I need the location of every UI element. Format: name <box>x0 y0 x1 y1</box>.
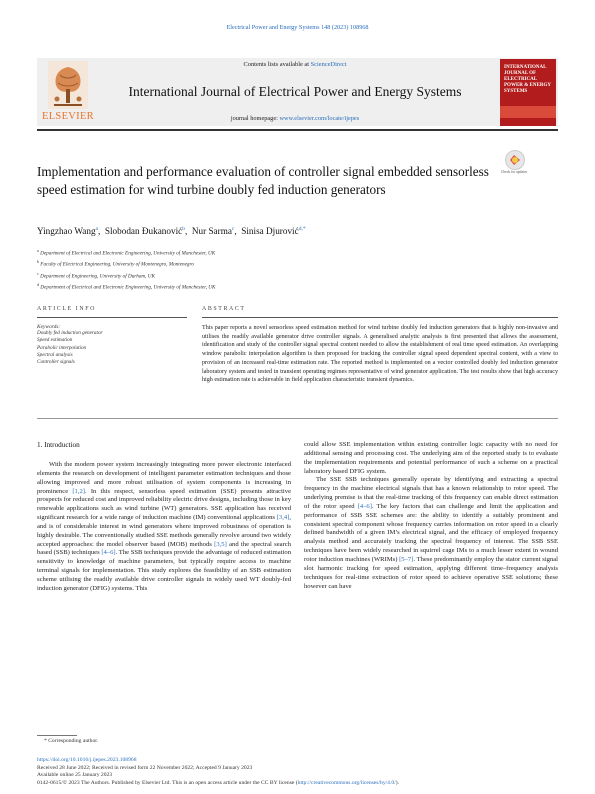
homepage-prefix: journal homepage: <box>230 115 280 122</box>
citation-link[interactable]: [4–6] <box>101 549 116 557</box>
journal-homepage <box>100 115 490 122</box>
right-paragraph-1: could allow SSE implementation within existing controller logic capacity with no need for additional sensing and processing cost. The underlying aim of the reported study is to evaluate the implementation requirements and potential performance of such a scheme on a practical laboratory based DFIG system. <box>304 441 558 475</box>
affiliation-item: $^b$ Faculty of Electrical Engineering, University of Montenegro, Montenegro <box>37 259 194 269</box>
author-name[interactable]: Yingzhao Wang <box>37 226 96 237</box>
abstract-rule <box>202 317 558 318</box>
journal-citation[interactable]: Electrical Power and Energy Systems 148 (2023) 108968 <box>226 24 369 31</box>
intro-paragraph <box>37 461 291 594</box>
contents-prefix: Contents lists available at <box>243 61 311 68</box>
body-text: and the spectral search based (SSB) techniques <box>37 540 291 557</box>
body-text: , and is of considerable interest in wind generators where improved robustness of operation is highly desirable. The conventionally studied SSE methods generally revolve around two widely accepted approaches: the model observer based (MOB) methods <box>37 514 291 548</box>
contents-available <box>100 61 490 68</box>
body-text: The SSE SSB techniques generally operate by identifying and extracting a spectral frequency in the machine electrical signals that has a known relationship to rotor speed. The underlying premise is that the real-time tracking of this frequency can enable direct estimation of the rotor speed <box>304 476 558 510</box>
available-online: Available online 25 January 2023 <box>37 772 113 779</box>
affiliation-list <box>37 247 537 293</box>
corresponding-author-note: * Corresponding author. <box>44 738 99 744</box>
article-footer <box>37 757 558 787</box>
body-text: . These predominantly employ the stator current signal slot harmonic tracking for speed estimation, applying different time–frequency analysis techniques for real-time extraction of rotor speed to achieve operative SSE solutions; these however can have <box>304 555 559 590</box>
article-info-heading: ARTICLE INFO <box>37 306 96 312</box>
abstract-bottom-rule <box>37 418 558 419</box>
author-sup[interactable]: d,* <box>298 226 306 232</box>
check-for-updates-badge[interactable] <box>500 150 528 186</box>
citation-link[interactable]: [5–7] <box>399 555 414 563</box>
header-rule <box>37 129 558 131</box>
check-updates-label: Check for updates <box>500 170 528 174</box>
journal-title: International Journal of Electrical Power and Energy Systems <box>128 84 462 99</box>
homepage-link[interactable]: www.elsevier.com/locate/ijepes <box>279 115 360 122</box>
keyword-item: Speed estimation <box>37 337 73 344</box>
author-list: Yingzhao Wang$^a$, Slobodan Đukanović$^b$, Nur Sarma$^c$, Sinisa Djurović$^{d,*}$ <box>37 226 306 237</box>
right-paragraph-2 <box>304 476 558 591</box>
keyword-item: Controller signals <box>37 359 75 366</box>
author-name[interactable]: Slobodan Đukanović <box>104 226 183 237</box>
author-name[interactable]: Sinisa Djurović <box>241 226 299 237</box>
journal-cover-image[interactable] <box>500 59 556 126</box>
keywords-label: Keywords: <box>37 324 61 330</box>
citation-link[interactable]: [3,5] <box>214 540 227 548</box>
body-text: With the modern power system increasingly integrating more power electronic interfaced elements the research on development of intelligent parameter estimation techniques and those allowing improved and more robust utilisation of system components is increasing in prominence <box>37 461 291 495</box>
abstract-text: This paper reports a novel sensorless speed estimation method for wind turbine doubly fed induction generators that is highly non-invasive and utilises the readily available generator drive controller signals. A generalised analytic analysis is first presented that allows the assessment, identification and study of the controller signal spectral content needed to allow the establishment of real time speed estimation. An overlapping window parabolic interpolation algorithm is then proposed for tracking the controller signal speed dependent spectral content, with a view to provision of an increased real-time estimation rate. The reported method is implemented on a vector controlled doubly fed induction generator laboratory system and tested in transient operating regimes representative of wind generator application. The test results show that high accuracy high estimation rate is achievable in field application characteristic transient dynamics. <box>202 325 558 384</box>
body-text: . The SSB techniques provide the advantage of reduced estimation sensitivity to knowledge of machine parameters, but typically require access to machine terminal signals for implementation. This study explores the feasibility of an SSB estimation scheme utilising the readily available drive controller signals in widely used WT doubly-fed induction generator (DFIG) systems. This <box>37 549 291 592</box>
license-link[interactable]: http://creativecommons.org/licenses/by/4.0/ <box>297 779 396 786</box>
keyword-item: Parabolic interpolation <box>37 344 87 351</box>
keywords-block <box>37 324 187 366</box>
author-sup[interactable]: a <box>95 226 98 232</box>
keyword-item: Spectral analysis <box>37 351 73 358</box>
abstract-heading: ABSTRACT <box>202 306 246 312</box>
left-column <box>37 461 291 594</box>
sciencedirect-link[interactable]: ScienceDirect <box>310 61 347 68</box>
affiliation-item: $^c$ Department of Engineering, University of Durham, UK <box>37 270 155 280</box>
affiliation-item: $^d$ Department of Electrical and Electronic Engineering, University of Manchester, UK <box>37 282 216 292</box>
elsevier-logo[interactable] <box>40 59 96 125</box>
cover-title: INTERNATIONAL JOURNAL OF ELECTRICAL POWER & ENERGY SYSTEMS <box>504 65 551 94</box>
cover-stripe <box>500 106 556 118</box>
received-dates: Received 28 June 2022; Received in revised form 22 November 2022; Accepted 9 January 2023 <box>37 764 253 771</box>
copyright-line: 0142-0615/© 2023 The Authors. Published by Elsevier Ltd. This is an open access article under the CC BY license (http://creativecommons.org/licenses/by/4.0/). <box>37 779 399 786</box>
check-updates-icon <box>505 150 525 170</box>
author-name[interactable]: Nur Sarma <box>191 226 232 237</box>
section-heading: 1. Introduction <box>37 441 80 449</box>
body-text: . In this respect, sensorless speed estimation (SSE) presents attractive prospects for reduced cost and improved reliability electric drive designs, including those in key renewable applications such as wind turbine (WT) generators. SSE application has received significant research for a wide range of induction machine (IM) conventional applications <box>37 487 291 522</box>
elsevier-wordmark: ELSEVIER <box>42 111 94 122</box>
keyword-item: Doubly fed induction generator <box>37 330 103 336</box>
article-info-rule <box>37 317 187 318</box>
doi-link[interactable]: https://doi.org/10.1016/j.ijepes.2023.108968 <box>37 757 137 763</box>
elsevier-tree-icon <box>48 61 88 109</box>
author-sup[interactable]: b <box>182 226 185 232</box>
citation-link[interactable]: [1,2] <box>72 487 85 495</box>
author-sup[interactable]: c <box>231 226 235 232</box>
citation-link[interactable]: [3,4] <box>276 514 290 522</box>
citation-link[interactable]: [4–6] <box>357 502 372 510</box>
article-title: Implementation and performance evaluation of controller signal embedded sensorless speed estimation for wind turbine doubly fed induction generators <box>37 164 489 197</box>
right-column <box>304 441 558 591</box>
footnote-rule <box>37 735 77 736</box>
body-text: . The key factors that can challenge and limit the application and performance of SSB SSE schemes are: the ability to identify a suitably prominent and consistent spectral component whose frequency carries information on rotor speed in a clearly defined bandwidth of a given IM’s electrical signal, and the efficacy of employed frequency analysis method and accurately tracking the spectral frequency of interest. The SSB SSE techniques have been widely researched in squirrel cage IMs to a much lesser extent in wound rotor induction machines (WRIMs) <box>304 502 558 563</box>
affiliation-item: $^a$ Department of Electrical and Electronic Engineering, University of Manchester, UK <box>37 248 216 257</box>
